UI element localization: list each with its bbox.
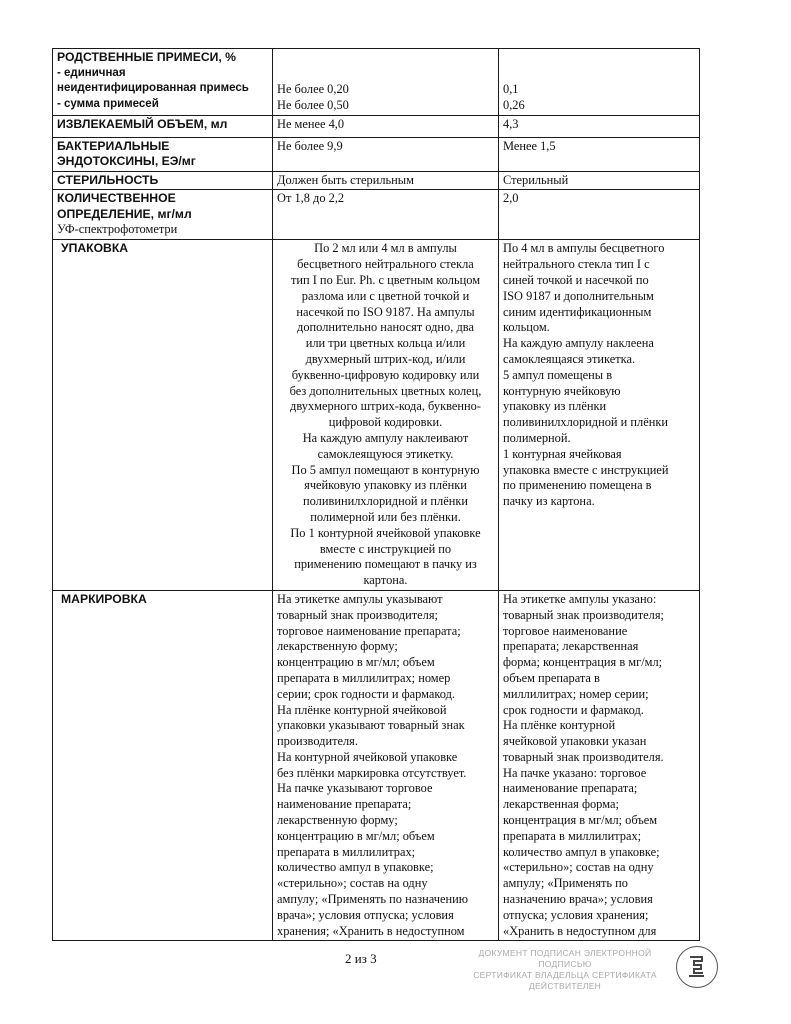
param-cell	[53, 190, 273, 240]
stamp-line: СЕРТИФИКАТ ВЛАДЕЛЬЦА СЕРТИФИКАТА	[473, 970, 657, 980]
stamp-line: ДОКУМЕНТ ПОДПИСАН ЭЛЕКТРОННОЙ ПОДПИСЬЮ	[478, 948, 652, 969]
text-line: срок годности и фармакод.	[503, 702, 644, 717]
norm-cell	[273, 240, 499, 591]
norm-value: Должен быть стерильным	[277, 172, 414, 187]
norm-cell	[273, 115, 499, 137]
text-line: концентрацию в мг/мл; объем	[277, 655, 435, 670]
text-line: препарата в миллилитрах; номер	[277, 670, 451, 685]
text-line: врача»; условия отпуска; условия	[277, 907, 454, 922]
result-value: 0,26	[503, 97, 525, 112]
text-line: торговое наименование препарата;	[277, 623, 461, 638]
text-line: или три цветных кольца и/или	[305, 336, 466, 351]
result-value: 2,0	[503, 191, 519, 206]
text-line: миллилитрах; номер серии;	[503, 686, 649, 701]
text-line: На каждую ампулу наклеена	[503, 336, 654, 351]
result-cell	[499, 115, 700, 137]
result-value: 4,3	[503, 116, 519, 131]
norm-value: Не менее 4,0	[277, 116, 345, 131]
result-cell	[499, 137, 700, 171]
text-line: На пачке указывают торговое	[277, 781, 433, 796]
text-line: серии; срок годности и фармакод.	[277, 686, 455, 701]
text-line: На этикетке ампулы указывают	[277, 591, 443, 606]
text-line: По 2 мл или 4 мл в ампулы	[314, 241, 457, 256]
param-sub: неидентифицированная примесь	[57, 82, 249, 95]
text-line: без дополнительных цветных колец,	[289, 383, 482, 398]
text-line: синей точкой и насечкой по	[503, 272, 649, 287]
norm-cell	[273, 171, 499, 190]
text-line: картона.	[363, 573, 408, 588]
text-line: товарный знак производителя;	[277, 607, 438, 622]
text-line: упаковка вместе с инструкцией	[503, 462, 669, 477]
text-line: 1 контурная ячейковая	[503, 446, 622, 461]
param-sub: - сумма примесей	[57, 98, 159, 111]
row-sterility	[53, 171, 700, 190]
text-line: самоклеящаяся этикетка.	[503, 351, 636, 366]
param-name: ЭНДОТОКСИНЫ, ЕЭ/мг	[57, 154, 196, 169]
param-cell	[53, 590, 273, 941]
result-cell	[499, 171, 700, 190]
text-line: На этикетке ампулы указано:	[503, 591, 657, 606]
text-line: назначению врача»; условия	[503, 892, 653, 907]
text-line: торговое наименование	[503, 623, 628, 638]
norm-cell	[273, 137, 499, 171]
text-line: На контурной ячейковой упаковке	[277, 749, 458, 764]
text-line: форма; концентрация в мг/мл;	[503, 655, 663, 670]
text-line: ампулу; «Применять по	[503, 876, 629, 891]
text-line: ячейковой упаковки указан	[503, 734, 647, 749]
text-line: поливинилхлоридной и плёнки	[503, 415, 668, 430]
text-line: кольцом.	[503, 320, 550, 335]
text-line: упаковку из плёнки	[503, 399, 607, 414]
text-line: «Хранить в недоступном для	[503, 923, 657, 938]
result-value: 0,1	[503, 82, 519, 96]
text-line: полимерной или без плёнки.	[310, 509, 461, 524]
row-bacterial-endotoxins	[53, 137, 700, 171]
text-line: по применению помещена в	[503, 478, 652, 493]
text-line: лекарственную форму;	[277, 639, 398, 654]
param-cell	[53, 137, 273, 171]
text-line: объем препарата в	[503, 670, 600, 685]
norm-cell	[273, 590, 499, 941]
row-packaging	[53, 240, 700, 591]
norm-cell	[273, 190, 499, 240]
signature-stamp	[460, 948, 670, 992]
text-line: тип I по Eur. Ph. с цветным кольцом	[290, 272, 481, 287]
param-sub: - единичная	[57, 66, 126, 79]
text-line: отпуска; условия хранения;	[503, 907, 649, 922]
result-cell	[499, 590, 700, 941]
text-line: дополнительно наносят одно, два	[297, 320, 474, 335]
text-line: ампулу; «Применять по назначению	[277, 892, 469, 907]
param-method: УФ-спектрофотометри	[57, 222, 178, 237]
param-name: МАРКИРОВКА	[61, 591, 147, 606]
norm-value: Не более 0,20	[277, 82, 349, 96]
row-quantitative-determination	[53, 190, 700, 240]
text-line: препарата; лекарственная	[503, 639, 639, 654]
param-name: УПАКОВКА	[61, 241, 129, 256]
text-line: буквенно-цифровую кодировку или	[291, 367, 480, 382]
param-name: СТЕРИЛЬНОСТЬ	[57, 172, 159, 187]
text-line: полимерной.	[503, 430, 571, 445]
result-cell	[499, 240, 700, 591]
text-line: вместе с инструкцией по	[319, 541, 452, 556]
text-line: поливинилхлоридной и плёнки	[303, 494, 468, 509]
text-line: наименование препарата;	[503, 781, 638, 796]
text-line: По 5 ампул помещают в контурную	[291, 462, 480, 477]
text-line: концентрация в мг/мл; объем	[503, 813, 658, 828]
text-line: На плёнке контурной ячейковой	[277, 702, 447, 717]
text-line: ISO 9187 и дополнительным	[503, 288, 654, 303]
text-line: По 4 мл в ампулы бесцветного	[503, 241, 665, 256]
text-line: 5 ампул помещены в	[503, 367, 613, 382]
param-name: КОЛИЧЕСТВЕННОЕ	[57, 191, 176, 206]
param-name: БАКТЕРИАЛЬНЫЕ	[57, 138, 170, 153]
text-line: наименование препарата;	[277, 797, 412, 812]
text-line: насечкой по ISO 9187. На ампулы	[296, 304, 475, 319]
text-line: На пачке указано: торговое	[503, 765, 647, 780]
text-line: ячейковую упаковку из плёнки	[304, 478, 467, 493]
text-line: препарата в миллилитрах;	[277, 844, 416, 859]
row-related-impurities	[53, 49, 700, 116]
text-line: количество ампул в упаковке;	[503, 844, 660, 859]
param-name: ОПРЕДЕЛЕНИЕ, мг/мл	[57, 206, 192, 221]
row-labeling	[53, 590, 700, 941]
text-line: двухмерный штрих-код, и/или	[305, 351, 466, 366]
text-line: количество ампул в упаковке;	[277, 860, 434, 875]
param-cell	[53, 171, 273, 190]
text-line: «стерильно»; состав на одну	[277, 876, 428, 891]
param-name: РОДСТВЕННЫЕ ПРИМЕСИ, %	[57, 50, 236, 64]
norm-value: От 1,8 до 2,2	[277, 191, 345, 206]
text-line: разлома или с цветной точкой и	[301, 288, 470, 303]
row-extractable-volume	[53, 115, 700, 137]
page-number: 2 из 3	[345, 951, 377, 966]
text-line: лекарственную форму;	[277, 813, 398, 828]
param-cell	[53, 115, 273, 137]
text-line: На каждую ампулу наклеивают	[302, 430, 469, 445]
text-line: пачку из картона.	[503, 494, 595, 509]
result-cell	[499, 49, 700, 116]
text-line: без плёнки маркировка отсутствует.	[277, 765, 467, 780]
text-line: самоклеящуюся этикетку.	[317, 446, 454, 461]
norm-value: Не более 9,9	[277, 138, 343, 153]
text-line: препарата в миллилитрах;	[503, 828, 642, 843]
text-line: двухмерного штрих-кода, буквенно-	[290, 399, 481, 414]
result-cell	[499, 190, 700, 240]
text-line: контурную ячейковую	[503, 383, 621, 398]
norm-cell	[273, 49, 499, 116]
text-line: хранения; «Хранить в недоступном	[277, 923, 465, 938]
electronic-signature-icon	[676, 946, 718, 988]
text-line: производителя.	[277, 734, 358, 749]
text-line: упаковки указывают товарный знак	[277, 718, 465, 733]
result-value: Стерильный	[503, 172, 569, 187]
norm-value: Не более 0,50	[277, 97, 349, 112]
result-value: Менее 1,5	[503, 138, 556, 153]
text-line: товарный знак производителя.	[503, 749, 664, 764]
text-line: применению помещают в пачку из	[294, 557, 477, 572]
stamp-line: ДЕЙСТВИТЕЛЕН	[528, 981, 602, 991]
text-line: синим идентификационным	[503, 304, 652, 319]
text-line: лекарственная форма;	[503, 797, 619, 812]
param-name: ИЗВЛЕКАЕМЫЙ ОБЪЕМ, мл	[57, 116, 228, 131]
param-cell	[53, 240, 273, 591]
param-cell	[53, 49, 273, 116]
text-line: На плёнке контурной	[503, 718, 616, 733]
text-line: «стерильно»; состав на одну	[503, 860, 654, 875]
text-line: цифровой кодировки.	[328, 415, 443, 430]
text-line: По 1 контурной ячейковой упаковке	[290, 525, 481, 540]
text-line: концентрацию в мг/мл; объем	[277, 828, 435, 843]
text-line: товарный знак производителя;	[503, 607, 664, 622]
text-line: нейтрального стекла тип I с	[503, 257, 650, 272]
text-line: бесцветного нейтрального стекла	[297, 257, 474, 272]
specification-table	[52, 48, 700, 941]
